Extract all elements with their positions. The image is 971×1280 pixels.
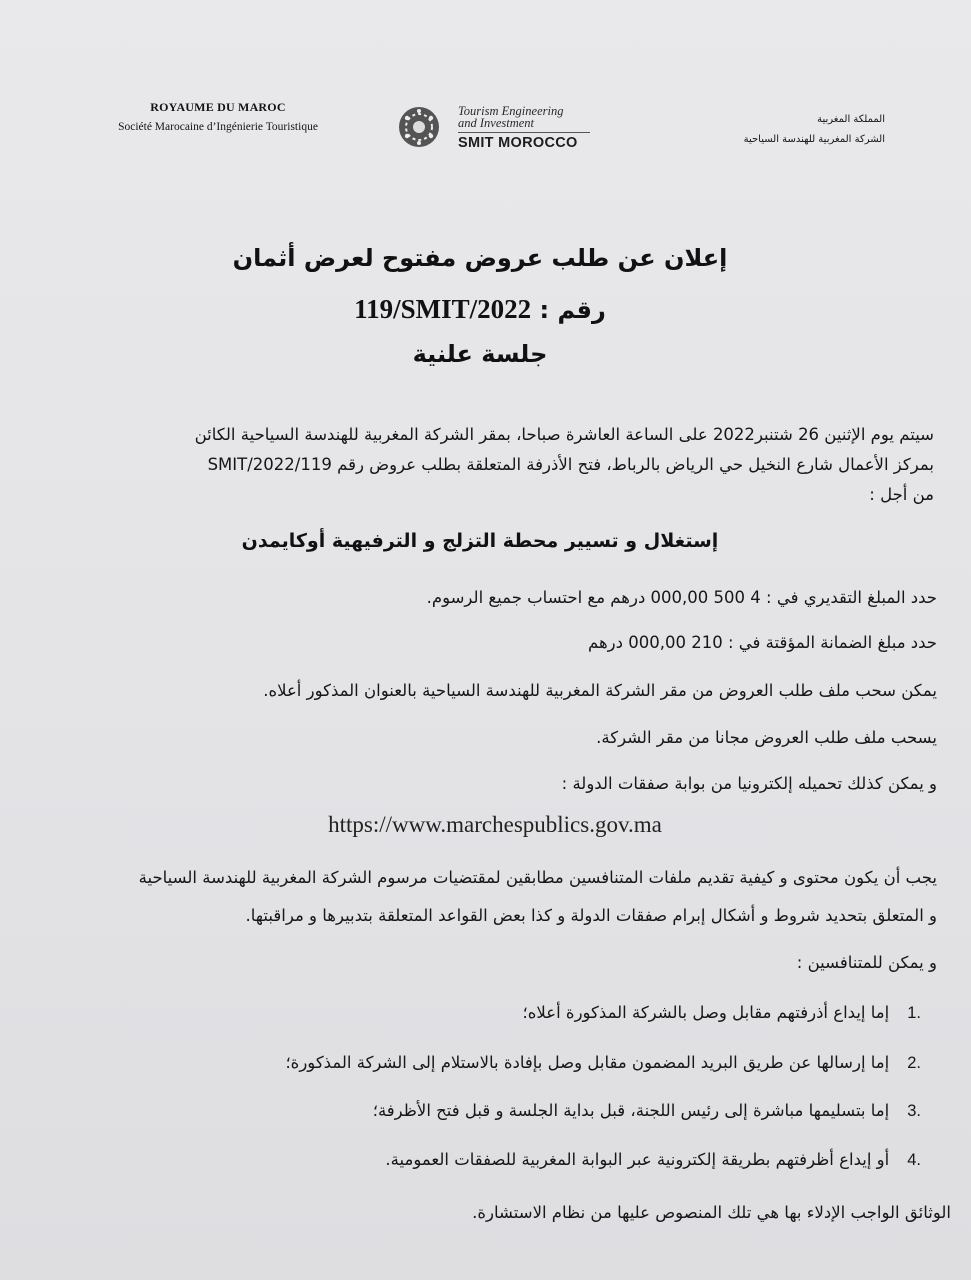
list-item [61,1150,921,1170]
logo-emblem-icon [396,104,442,150]
list-item-text: إما إرسالها عن طريق البريد المضمون مقابل وصل بإفادة بالاستلام إلى الشركة المذكورة؛ [285,1053,890,1072]
list-item-text: أو إيداع أظرفتهم بطريقة إلكترونية عبر البوابة المغربية للصفقات العمومية. [385,1150,890,1169]
list-item-number: .1 [907,1004,921,1022]
list-item-number: .2 [907,1054,921,1072]
kingdom-label-fr: ROYAUME DU MAROC [150,100,286,114]
logo-tagline-line2: and Investment [458,116,535,130]
company-name-fr: Société Marocaine d’Ingénierie Touristique [118,121,318,133]
tender-number-line [120,294,840,325]
tender-subject: إستغلال و تسيير محطة التزلج و الترفيهية أوكايمدن [241,530,719,552]
public-session-label: جلسة علنية [412,340,548,368]
kingdom-label-ar: المملكة المغربية [817,114,885,125]
closing-note: الوثائق الواجب الإدلاء بها هي تلك المنصوص عليها من نظام الاستشارة. [472,1203,951,1222]
content-rules-line-2: و المتعلق بتحديد شروط و أشكال إبرام صفقات الدولة و كذا بعض القواعد المتعلقة بتدبيرها و مراقبتها. [245,906,937,925]
download-info: و يمكن كذلك تحميله إلكترونيا من بوابة صفقات الدولة : [561,774,937,793]
list-item [61,1101,921,1121]
guarantee-amount: حدد مبلغ الضمانة المؤقتة في : 210 000,00 درهم [588,633,937,652]
header-left-block [58,100,378,133]
portal-url-link[interactable]: https://www.marchespublics.gov.ma [328,812,662,837]
logo-wordmark: SMIT MOROCCO [458,135,578,151]
logo-tagline-line1: Tourism Engineering [458,104,564,118]
tender-number: 119/SMIT/2022 [354,294,532,324]
intro-line-1: سيتم يوم الإثنين 26 شتنبر2022 على الساعة العاشرة صباحا، بمقر الشركة المغربية للهندسة السياحية الكائن [194,425,934,444]
smit-logo [396,104,596,154]
tender-number-label: رقم : [539,296,606,324]
logo-divider [458,132,590,133]
intro-paragraph [54,420,934,510]
content-rules-line-1: يجب أن يكون محتوى و كيفية تقديم ملفات المتنافسين مطابقين لمقتضيات مرسوم الشركة المغربية للهندسة السياحية [138,868,937,887]
intro-line-2: بمركز الأعمال شارع النخيل حي الرياض بالرباط، فتح الأذرفة المتعلقة بطلب عروض رقم 119/SMIT/2022 [207,455,934,474]
intro-line-3: من أجل : [869,485,934,504]
list-item [61,1003,921,1023]
list-item-text: إما بتسليمها مباشرة إلى رئيس اللجنة، قبل بداية الجلسة و قبل فتح الأظرفة؛ [372,1101,890,1120]
list-item [61,1053,921,1073]
company-name-ar: الشركة المغربية للهندسة السياحية [743,134,885,145]
estimate-amount: حدد المبلغ التقديري في : 4 500 000,00 درهم مع احتساب جميع الرسوم. [426,588,937,607]
list-item-text: إما إيداع أذرفتهم مقابل وصل بالشركة المذكورة أعلاه؛ [522,1003,890,1022]
announcement-title: إعلان عن طلب عروض مفتوح لعرض أثمان [232,244,728,272]
competitors-can-label: و يمكن للمتنافسين : [796,953,937,972]
withdraw-info-2: يسحب ملف طلب العروض مجانا من مقر الشركة. [596,728,937,747]
list-item-number: .3 [907,1102,921,1120]
list-item-number: .4 [907,1151,921,1169]
withdraw-info-1: يمكن سحب ملف طلب العروض من مقر الشركة المغربية للهندسة السياحية بالعنوان المذكور أعلاه. [263,681,937,700]
header-right-block [685,110,885,150]
